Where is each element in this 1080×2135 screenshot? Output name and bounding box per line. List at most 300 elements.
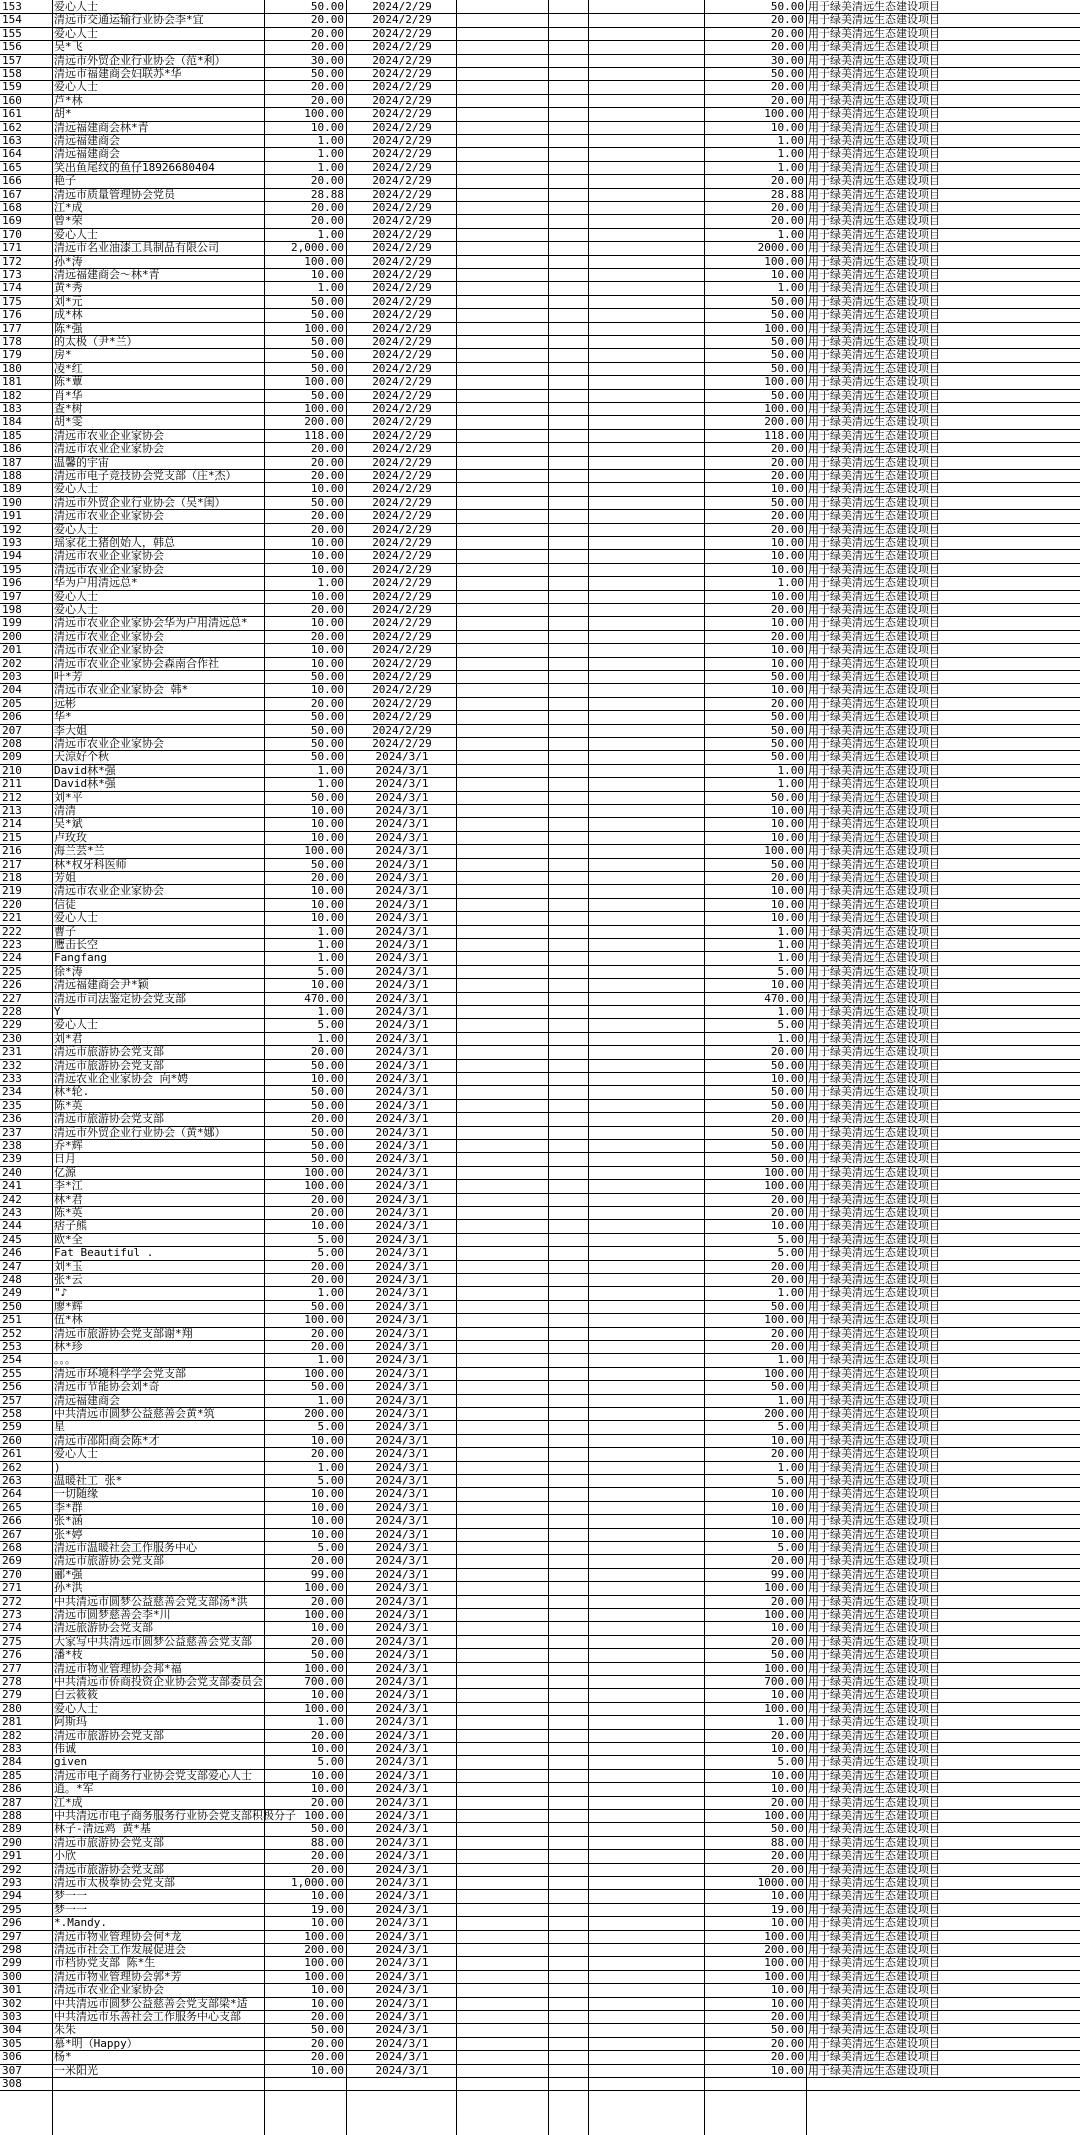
- table-row: [0, 402, 1080, 415]
- row-number: 254: [2, 1353, 22, 1367]
- donation-date: 2024/3/1: [375, 1045, 429, 1059]
- donor-name: 杨*: [54, 2050, 72, 2064]
- purpose-note: 用于绿美清远生态建设项目: [808, 1594, 940, 1608]
- row-number: 285: [2, 1768, 22, 1782]
- purpose-note: 用于绿美清远生态建设项目: [808, 107, 940, 121]
- purpose-note: 用于绿美清远生态建设项目: [808, 1916, 940, 1930]
- table-row: [0, 1152, 1080, 1165]
- donor-name: 芦*林: [54, 93, 83, 107]
- row-number: 165: [2, 160, 22, 174]
- purpose-note: 用于绿美清远生态建设项目: [808, 1648, 940, 1662]
- table-row: [0, 549, 1080, 562]
- donor-name: 曹子: [54, 924, 76, 938]
- allocated-amount: 5.00: [777, 1420, 804, 1434]
- purpose-note: 用于绿美清远生态建设项目: [808, 763, 940, 777]
- allocated-amount: 100.00: [764, 1313, 804, 1327]
- donation-amount: 10.00: [310, 1916, 344, 1930]
- allocated-amount: 20.00: [770, 509, 804, 523]
- donation-amount: 20.00: [310, 26, 344, 40]
- donor-name: 清远福建商会～林*青: [54, 268, 160, 281]
- purpose-note: 用于绿美清远生态建设项目: [808, 1179, 940, 1193]
- table-row: [0, 1340, 1080, 1353]
- table-row: [0, 1273, 1080, 1286]
- allocated-amount: 10.00: [770, 120, 804, 134]
- donation-amount: 30.00: [310, 53, 344, 67]
- purpose-note: 用于绿美清远生态建设项目: [808, 938, 940, 951]
- table-row: [0, 1956, 1080, 1969]
- donor-name: 温馨的宇宙: [54, 455, 109, 469]
- donor-name: 伍*林: [54, 1313, 83, 1327]
- purpose-note: 用于绿美清远生态建设项目: [808, 750, 940, 764]
- donor-name: 清远市外贸企业行业协会（吴*闺）: [54, 495, 226, 509]
- donor-name: 刘*元: [54, 294, 83, 308]
- allocated-amount: 20.00: [770, 1206, 804, 1219]
- donation-amount: 1.00: [317, 134, 344, 147]
- allocated-amount: 10.00: [770, 1514, 804, 1528]
- donation-amount: 50.00: [310, 0, 344, 13]
- row-number: 255: [2, 1366, 22, 1380]
- table-row: [0, 764, 1080, 777]
- donation-amount: 20.00: [310, 2036, 344, 2050]
- donation-amount: 10.00: [310, 1527, 344, 1541]
- donor-name: 清远市质量管理协会党员: [54, 187, 175, 201]
- row-number: 273: [2, 1608, 22, 1621]
- donation-date: 2024/2/29: [372, 80, 432, 94]
- allocated-amount: 20.00: [770, 522, 804, 536]
- donor-name: 梦一一: [54, 1889, 87, 1903]
- donation-date: 2024/3/1: [375, 1956, 429, 1970]
- donor-name: 李大姐: [54, 723, 87, 737]
- donor-name: 肖*华: [54, 388, 83, 402]
- purpose-note: 用于绿美清远生态建设项目: [808, 67, 940, 80]
- purpose-note: 用于绿美清远生态建设项目: [808, 1447, 940, 1461]
- purpose-note: 用于绿美清远生态建设项目: [808, 1581, 940, 1595]
- purpose-note: 用于绿美清远生态建设项目: [808, 1125, 940, 1139]
- table-row: [0, 161, 1080, 174]
- table-row: [0, 1930, 1080, 1943]
- table-row: [0, 241, 1080, 254]
- donation-amount: 20.00: [310, 214, 344, 228]
- purpose-note: 用于绿美清远生态建设项目: [808, 1661, 940, 1675]
- purpose-note: 用于绿美清远生态建设项目: [808, 804, 940, 817]
- allocated-amount: 1.00: [777, 951, 804, 965]
- table-row: [0, 1193, 1080, 1206]
- donation-date: 2024/3/1: [375, 2010, 429, 2023]
- donor-name: 市档协党支部 陈*生: [54, 1956, 156, 1970]
- purpose-note: 用于绿美清远生态建设项目: [808, 1299, 940, 1313]
- table-row: [0, 1327, 1080, 1340]
- donor-name: Fat Beautiful .: [54, 1246, 154, 1260]
- row-number: 200: [2, 629, 22, 643]
- row-number: 276: [2, 1648, 22, 1662]
- purpose-note: 用于绿美清远生态建设项目: [808, 26, 940, 40]
- donation-date: 2024/2/29: [372, 656, 432, 670]
- row-number: 193: [2, 536, 22, 549]
- donation-amount: 100.00: [304, 1581, 344, 1595]
- donation-amount: 10.00: [310, 978, 344, 992]
- purpose-note: 用于绿美清远生态建设项目: [808, 1286, 940, 1300]
- table-row: [0, 1688, 1080, 1701]
- table-row: [0, 1635, 1080, 1648]
- table-row: [0, 1474, 1080, 1487]
- purpose-note: 用于绿美清远生态建设项目: [808, 1541, 940, 1554]
- donor-name: 中共清远市乐善社会工作服务中心支部: [54, 2010, 241, 2023]
- row-number: 175: [2, 294, 22, 308]
- donation-date: 2024/3/1: [375, 1433, 429, 1447]
- row-number: 240: [2, 1165, 22, 1179]
- allocated-amount: 20.00: [770, 603, 804, 616]
- allocated-amount: 10.00: [770, 616, 804, 630]
- donation-date: 2024/2/29: [372, 616, 432, 630]
- donor-name: 清远市旅游协会党支部: [54, 1728, 164, 1742]
- donation-amount: 50.00: [310, 1085, 344, 1099]
- donation-date: 2024/2/29: [372, 723, 432, 737]
- donation-date: 2024/2/29: [372, 201, 432, 214]
- donation-date: 2024/2/29: [372, 576, 432, 590]
- donation-date: 2024/2/29: [372, 482, 432, 496]
- donation-amount: 20.00: [310, 696, 344, 710]
- donation-date: 2024/2/29: [372, 415, 432, 429]
- donor-name: David林*强: [54, 777, 116, 791]
- purpose-note: 用于绿美清远生态建设项目: [808, 1567, 940, 1581]
- table-row: [0, 844, 1080, 857]
- row-number: 235: [2, 1098, 22, 1112]
- donor-name: 瑶家花土猪创始人，韩总: [54, 536, 175, 549]
- table-row: [0, 2064, 1080, 2077]
- table-row: [0, 1648, 1080, 1661]
- allocated-amount: 100.00: [764, 1165, 804, 1179]
- donation-date: 2024/3/1: [375, 1005, 429, 1018]
- allocated-amount: 50.00: [770, 67, 804, 80]
- purpose-note: 用于绿美清远生态建设项目: [808, 1152, 940, 1166]
- allocated-amount: 20.00: [770, 2050, 804, 2064]
- allocated-amount: 100.00: [764, 375, 804, 389]
- donation-amount: 10.00: [310, 616, 344, 630]
- donation-amount: 50.00: [310, 495, 344, 509]
- donation-date: 2024/2/29: [372, 281, 432, 295]
- row-number: 296: [2, 1916, 22, 1930]
- purpose-note: 用于绿美清远生态建设项目: [808, 227, 940, 241]
- donation-date: 2024/3/1: [375, 1621, 429, 1635]
- row-number: 228: [2, 1005, 22, 1018]
- table-row: [0, 1715, 1080, 1728]
- donor-name: 中共清远市圆梦公益慈善会党支部梁*适: [54, 1996, 248, 2010]
- donation-date: 2024/3/1: [375, 1072, 429, 1085]
- donation-date: 2024/3/1: [375, 1299, 429, 1313]
- donation-date: 2024/3/1: [375, 1701, 429, 1715]
- donor-name: 海兰芸*兰: [54, 844, 105, 858]
- allocated-amount: 20.00: [770, 696, 804, 710]
- purpose-note: 用于绿美清远生态建设项目: [808, 1554, 940, 1568]
- row-number: 167: [2, 187, 22, 201]
- row-number: 183: [2, 402, 22, 415]
- donation-amount: 99.00: [310, 1567, 344, 1581]
- row-number: 242: [2, 1192, 22, 1206]
- table-row: [0, 469, 1080, 482]
- purpose-note: 用于绿美清远生态建设项目: [808, 857, 940, 871]
- allocated-amount: 470.00: [764, 991, 804, 1005]
- table-row: [0, 1849, 1080, 1862]
- donor-name: 清远市温暖社会工作服务中心: [54, 1541, 197, 1554]
- purpose-note: 用于绿美清远生态建设项目: [808, 951, 940, 965]
- allocated-amount: 20.00: [770, 871, 804, 884]
- row-number: 245: [2, 1232, 22, 1246]
- donation-amount: 100.00: [304, 1313, 344, 1327]
- donation-amount: 100.00: [304, 1701, 344, 1715]
- row-number: 176: [2, 308, 22, 322]
- table-row: [0, 94, 1080, 107]
- donation-amount: 1.00: [317, 281, 344, 295]
- table-row: [0, 295, 1080, 308]
- donation-date: 2024/2/29: [372, 147, 432, 161]
- row-number: 190: [2, 495, 22, 509]
- donation-date: 2024/2/29: [372, 214, 432, 228]
- table-row: [0, 536, 1080, 549]
- donation-date: 2024/3/1: [375, 1206, 429, 1219]
- donor-name: Y: [54, 1005, 61, 1018]
- purpose-note: 用于绿美清远生态建设项目: [808, 1876, 940, 1889]
- allocated-amount: 100.00: [764, 1701, 804, 1715]
- donor-name: 爱心人士: [54, 227, 98, 241]
- donation-date: 2024/3/1: [375, 1152, 429, 1166]
- allocated-amount: 100.00: [764, 1366, 804, 1380]
- table-row: [0, 2010, 1080, 2023]
- table-row: [0, 201, 1080, 214]
- table-row: [0, 1675, 1080, 1688]
- donation-amount: 50.00: [310, 1380, 344, 1394]
- donation-amount: 20.00: [310, 201, 344, 214]
- purpose-note: 用于绿美清远生态建设项目: [808, 294, 940, 308]
- purpose-note: 用于绿美清远生态建设项目: [808, 1005, 940, 1018]
- donation-date: 2024/2/29: [372, 589, 432, 603]
- donation-amount: 1.00: [317, 147, 344, 161]
- row-number: 206: [2, 710, 22, 724]
- donation-amount: 10.00: [310, 536, 344, 549]
- donation-amount: 20.00: [310, 522, 344, 536]
- donation-amount: 20.00: [310, 509, 344, 523]
- donation-amount: 20.00: [310, 871, 344, 884]
- purpose-note: 用于绿美清远生态建设项目: [808, 1996, 940, 2010]
- table-row: [0, 777, 1080, 790]
- allocated-amount: 200.00: [764, 1407, 804, 1420]
- purpose-note: 用于绿美清远生态建设项目: [808, 268, 940, 281]
- allocated-amount: 20.00: [770, 455, 804, 469]
- donor-name: 清远市农业企业家协会: [54, 428, 164, 442]
- donation-date: 2024/3/1: [375, 991, 429, 1005]
- allocated-amount: 50.00: [770, 294, 804, 308]
- table-row: [0, 978, 1080, 991]
- purpose-note: 用于绿美清远生态建设项目: [808, 1527, 940, 1541]
- allocated-amount: 10.00: [770, 643, 804, 657]
- donation-amount: 118.00: [304, 428, 344, 442]
- donation-date: 2024/2/29: [372, 294, 432, 308]
- allocated-amount: 20.00: [770, 80, 804, 94]
- allocated-amount: 10.00: [770, 1527, 804, 1541]
- donor-name: 清远市旅游协会党支部: [54, 1058, 164, 1072]
- allocated-amount: 20.00: [770, 26, 804, 40]
- donation-date: 2024/3/1: [375, 1460, 429, 1474]
- donation-amount: 50.00: [310, 750, 344, 764]
- table-row: [0, 496, 1080, 509]
- donation-amount: 20.00: [310, 1206, 344, 1219]
- donation-date: 2024/3/1: [375, 1286, 429, 1300]
- table-row: [0, 121, 1080, 134]
- donation-amount: 20.00: [310, 1447, 344, 1461]
- donation-date: 2024/2/29: [372, 737, 432, 750]
- donation-date: 2024/2/29: [372, 335, 432, 348]
- donation-date: 2024/2/29: [372, 402, 432, 415]
- donor-name: 清远市电子商务行业协会党支部爱心人士: [54, 1768, 252, 1782]
- donation-amount: 20.00: [310, 2010, 344, 2023]
- purpose-note: 用于绿美清远生态建设项目: [808, 1165, 940, 1179]
- table-row: [0, 643, 1080, 656]
- donation-amount: 100.00: [304, 1929, 344, 1943]
- allocated-amount: 50.00: [770, 1058, 804, 1072]
- donation-date: 2024/3/1: [375, 1742, 429, 1755]
- row-number: 155: [2, 26, 22, 40]
- donation-date: 2024/3/1: [375, 1795, 429, 1809]
- row-number: 222: [2, 924, 22, 938]
- allocated-amount: 1.00: [777, 1715, 804, 1729]
- donor-name: 刘*君: [54, 1031, 83, 1045]
- donation-date: 2024/3/1: [375, 1259, 429, 1273]
- donation-date: 2024/3/1: [375, 951, 429, 965]
- donor-name: 爱心人士: [54, 482, 98, 496]
- allocated-amount: 10.00: [770, 1782, 804, 1796]
- purpose-note: 用于绿美清远生态建设项目: [808, 1393, 940, 1407]
- purpose-note: 用于绿美清远生态建设项目: [808, 1460, 940, 1474]
- purpose-note: 用于绿美清远生态建设项目: [808, 40, 940, 54]
- donor-name: 陈*蕈: [54, 375, 83, 389]
- donation-amount: 20.00: [310, 1728, 344, 1742]
- table-row: [0, 657, 1080, 670]
- table-row: [0, 1889, 1080, 1902]
- donation-date: 2024/3/1: [375, 1031, 429, 1045]
- row-number: 187: [2, 455, 22, 469]
- row-number: 307: [2, 2063, 22, 2077]
- table-row: [0, 1769, 1080, 1782]
- donor-name: 清远市农业企业家协会: [54, 737, 164, 750]
- allocated-amount: 1.00: [777, 1005, 804, 1018]
- allocated-amount: 30.00: [770, 53, 804, 67]
- donation-date: 2024/3/1: [375, 897, 429, 911]
- table-row: [0, 724, 1080, 737]
- row-number: 170: [2, 227, 22, 241]
- allocated-amount: 5.00: [777, 1755, 804, 1769]
- donation-amount: 1.00: [317, 1031, 344, 1045]
- row-number: 192: [2, 522, 22, 536]
- table-row: [0, 1072, 1080, 1085]
- donation-date: 2024/3/1: [375, 1661, 429, 1675]
- row-number: 233: [2, 1072, 22, 1085]
- table-row: [0, 1822, 1080, 1835]
- donation-date: 2024/3/1: [375, 1862, 429, 1876]
- donation-date: 2024/3/1: [375, 804, 429, 817]
- table-row: [0, 750, 1080, 763]
- donation-amount: 50.00: [310, 1139, 344, 1152]
- table-row: [0, 80, 1080, 93]
- row-number: 186: [2, 442, 22, 456]
- table-row: [0, 804, 1080, 817]
- donor-name: "♪: [54, 1286, 68, 1300]
- allocated-amount: 10.00: [770, 2063, 804, 2077]
- purpose-note: 用于绿美清远生态建设项目: [808, 361, 940, 375]
- row-number: 191: [2, 509, 22, 523]
- donation-amount: 2,000.00: [291, 241, 344, 255]
- row-number: 301: [2, 1983, 22, 1997]
- row-number: 297: [2, 1929, 22, 1943]
- table-row: [0, 616, 1080, 629]
- table-row: [0, 1581, 1080, 1594]
- row-number: 287: [2, 1795, 22, 1809]
- donation-amount: 50.00: [310, 857, 344, 871]
- donation-date: 2024/3/1: [375, 1313, 429, 1327]
- allocated-amount: 50.00: [770, 308, 804, 322]
- purpose-note: 用于绿美清远生态建设项目: [808, 214, 940, 228]
- donor-name: 清远市外贸企业行业协会（黄*娜）: [54, 1125, 226, 1139]
- donation-amount: 20.00: [310, 1045, 344, 1059]
- donation-amount: 5.00: [317, 1018, 344, 1032]
- donor-name: 清远福建商会: [54, 1393, 120, 1407]
- table-row: [0, 1729, 1080, 1742]
- row-number: 163: [2, 134, 22, 147]
- donation-amount: 1.00: [317, 924, 344, 938]
- donation-date: 2024/2/29: [372, 536, 432, 549]
- donor-name: 张*云: [54, 1273, 83, 1286]
- row-number: 247: [2, 1259, 22, 1273]
- donation-date: 2024/2/29: [372, 549, 432, 563]
- allocated-amount: 5.00: [777, 1246, 804, 1260]
- purpose-note: 用于绿美清远生态建设项目: [808, 1420, 940, 1434]
- row-number: 184: [2, 415, 22, 429]
- purpose-note: 用于绿美清远生态建设项目: [808, 1474, 940, 1487]
- allocated-amount: 20.00: [770, 174, 804, 188]
- donation-date: 2024/2/29: [372, 562, 432, 576]
- row-number: 169: [2, 214, 22, 228]
- table-row: [0, 523, 1080, 536]
- donation-amount: 10.00: [310, 1782, 344, 1796]
- purpose-note: 用于绿美清远生态建设项目: [808, 710, 940, 724]
- purpose-note: 用于绿美清远生态建设项目: [808, 1085, 940, 1099]
- donation-date: 2024/2/29: [372, 469, 432, 482]
- table-row: [0, 951, 1080, 964]
- row-number: 162: [2, 120, 22, 134]
- allocated-amount: 50.00: [770, 750, 804, 764]
- row-number: 256: [2, 1380, 22, 1394]
- purpose-note: 用于绿美清远生态建设项目: [808, 576, 940, 590]
- purpose-note: 用于绿美清远生态建设项目: [808, 402, 940, 415]
- purpose-note: 用于绿美清远生态建设项目: [808, 1259, 940, 1273]
- donation-amount: 200.00: [304, 1407, 344, 1420]
- allocated-amount: 50.00: [770, 710, 804, 724]
- allocated-amount: 100.00: [764, 1969, 804, 1983]
- donor-name: 林*珍: [54, 1340, 83, 1353]
- purpose-note: 用于绿美清远生态建设项目: [808, 683, 940, 697]
- donor-name: 爱心人士: [54, 0, 98, 13]
- donor-name: 慕*明（Happy）: [54, 2036, 138, 2050]
- row-number: 243: [2, 1206, 22, 1219]
- donation-amount: 5.00: [317, 1246, 344, 1260]
- row-number: 286: [2, 1782, 22, 1796]
- purpose-note: 用于绿美清远生态建设项目: [808, 1902, 940, 1916]
- donation-amount: 100.00: [304, 1969, 344, 1983]
- purpose-note: 用于绿美清远生态建设项目: [808, 1768, 940, 1782]
- row-number: 227: [2, 991, 22, 1005]
- donation-amount: 100.00: [304, 254, 344, 268]
- purpose-note: 用于绿美清远生态建设项目: [808, 562, 940, 576]
- table-row: [0, 1755, 1080, 1768]
- table-row: [0, 590, 1080, 603]
